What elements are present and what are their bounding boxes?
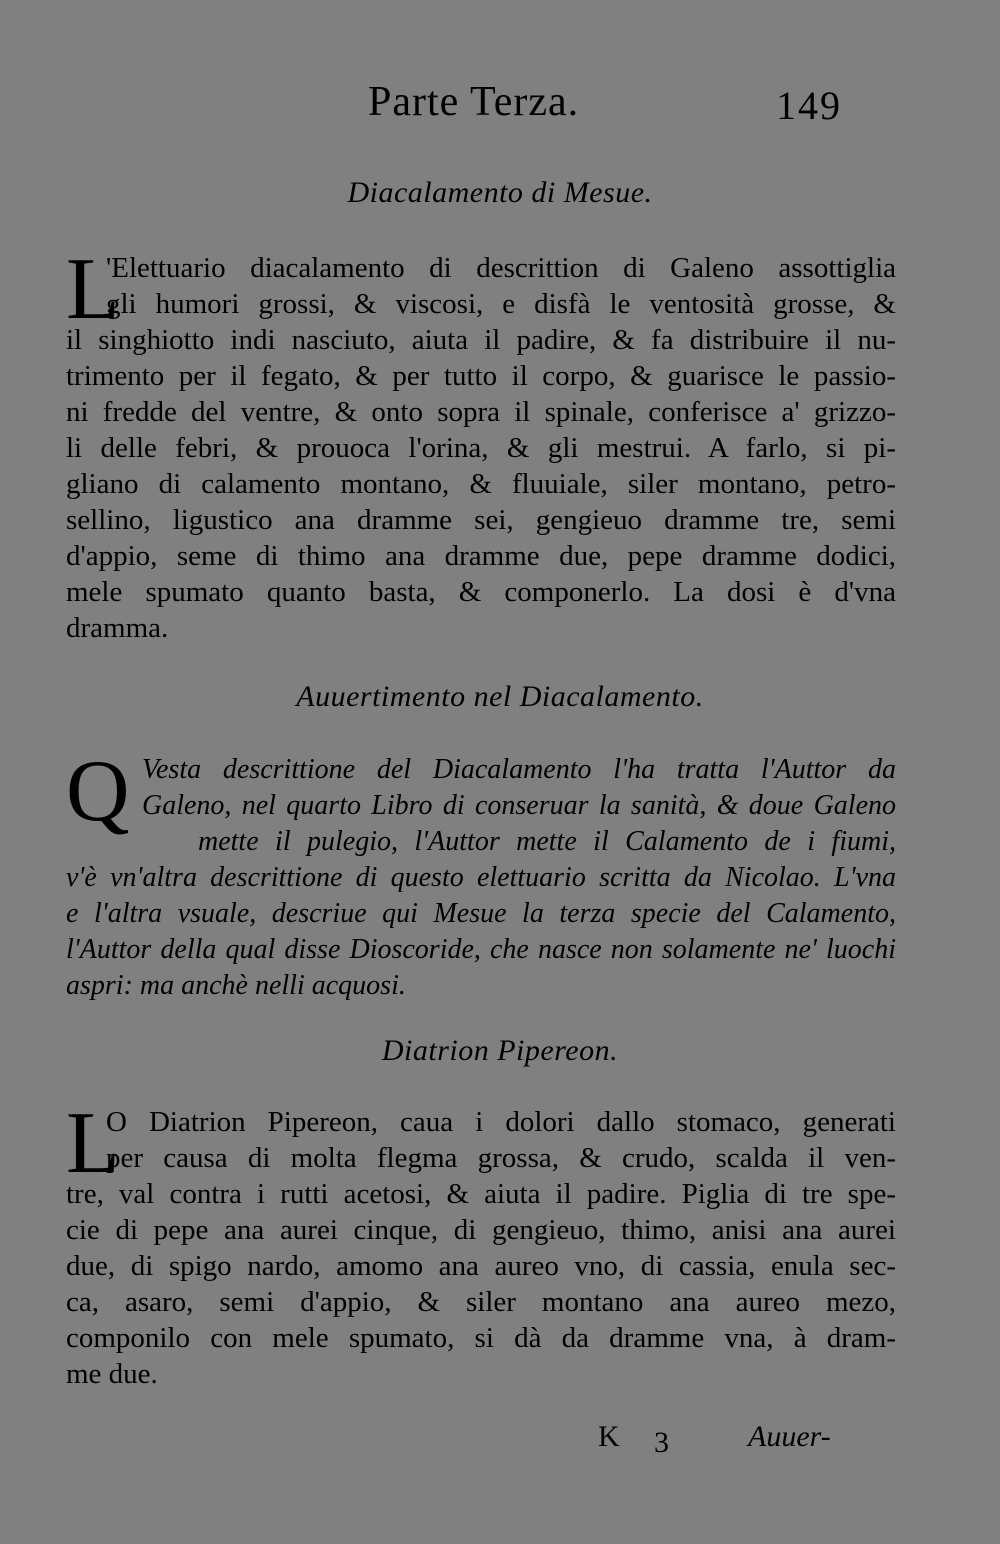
text-line: aspri: ma anchè nelli acquosi. — [66, 970, 406, 1001]
text-line: 'Elettuario diacalamento di descrittion di Galeno assottiglia — [106, 252, 896, 284]
text-line: l'Auttor della qual disse Dioscoride, che nasce non solamente ne' luochi — [66, 934, 896, 965]
text-line: mette il pulegio, l'Auttor mette il Calamento de i fiumi, — [198, 826, 896, 857]
running-head — [0, 78, 1000, 138]
text-line: e l'altra vsuale, descriue qui Mesue la terza specie del Calamento, — [66, 898, 896, 929]
text-line: ni fredde del ventre, & onto sopra il spinale, conferisce a' grizzo- — [66, 396, 896, 428]
signature-number: 3 — [654, 1426, 669, 1459]
drop-capital: Q — [66, 743, 130, 840]
text-line: mele spumato quanto basta, & componerlo. La dosi è d'vna — [66, 576, 896, 608]
text-line: v'è vn'altra descrittione di questo elettuario scritta da Nicolao. L'vna — [66, 862, 896, 893]
page-footer — [0, 1420, 1000, 1470]
drop-capital: L — [66, 241, 120, 338]
page-number: 149 — [776, 83, 842, 128]
text-line: gliano di calamento montano, & fluuiale, siler montano, petro- — [66, 468, 896, 500]
catchword: Auuer- — [748, 1420, 831, 1453]
text-line: me due. — [66, 1358, 158, 1390]
section-heading-diacalamento: Diacalamento di Mesue. — [347, 176, 653, 209]
section-heading-auuertimento: Auuertimento nel Diacalamento. — [296, 680, 704, 713]
text-line: sellino, ligustico ana dramme sei, gengieuo dramme tre, semi — [66, 504, 896, 536]
running-title: Parte Terza. — [368, 79, 580, 125]
text-line: O Diatrion Pipereon, caua i dolori dallo stomaco, generati — [106, 1106, 896, 1138]
text-line: tre, val contra i rutti acetosi, & aiuta il padire. Piglia di tre spe- — [66, 1178, 896, 1210]
signature-mark: K — [598, 1420, 620, 1453]
text-line: cie di pepe ana aurei cinque, di gengieuo, thimo, anisi ana aurei — [66, 1214, 896, 1246]
text-line: componilo con mele spumato, si dà da dramme vna, à dram- — [66, 1322, 896, 1354]
text-line: Vesta descrittione del Diacalamento l'ha tratta l'Auttor da — [142, 754, 896, 785]
text-line: d'appio, seme di thimo ana dramme due, pepe dramme dodici, — [66, 540, 896, 572]
text-line: per causa di molta flegma grossa, & crudo, scalda il ven- — [106, 1142, 896, 1174]
text-line: due, di spigo nardo, amomo ana aureo vno, di cassia, enula sec- — [66, 1250, 896, 1282]
text-line: il singhiotto indi nasciuto, aiuta il padire, & fa distribuire il nu- — [66, 324, 896, 356]
text-line: li delle febri, & prouoca l'orina, & gli mestrui. A farlo, si pi- — [66, 432, 896, 464]
text-line: Galeno, nel quarto Libro di conseruar la sanità, & doue Galeno — [142, 790, 896, 821]
text-line: ca, asaro, semi d'appio, & siler montano ana aureo mezo, — [66, 1286, 896, 1318]
section-heading-diatrion: Diatrion Pipereon. — [381, 1034, 619, 1067]
text-line: trimento per il fegato, & per tutto il corpo, & guarisce le passio- — [66, 360, 896, 392]
text-line: dramma. — [66, 612, 169, 644]
drop-capital: L — [66, 1095, 120, 1192]
text-line: gli humori grossi, & viscosi, e disfà le ventosità grosse, & — [106, 288, 896, 320]
